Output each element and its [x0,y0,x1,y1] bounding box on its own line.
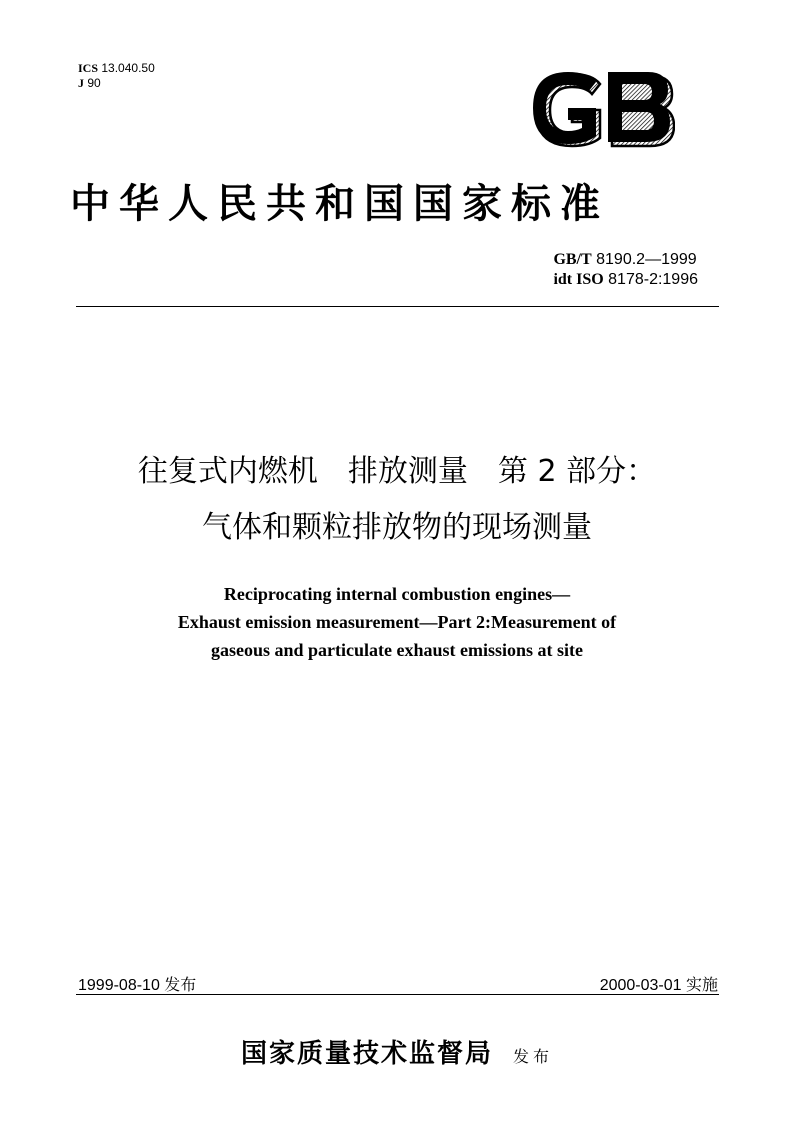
national-standard-title: 中华人民共和国国家标准 [70,180,609,227]
issuer-action: 发布 [513,1047,554,1066]
standard-number-value: 8190.2—1999 [596,251,697,268]
logo-text: GB [530,70,532,71]
ics-prefix: ICS [78,61,99,75]
title-en-line3: gaseous and particulate exhaust emissions at site [210,640,583,660]
title-cn-line2: 气体和颗粒排放物的现场测量 [202,510,592,545]
ccs-line [78,76,155,91]
ics-line [78,61,155,76]
issuer-name: 国家质量技术监督局 [240,1039,493,1069]
title-en-line2: Exhaust emission measurement—Part 2:Measurement of [177,612,617,632]
idt-reference [553,270,698,290]
release-date: 1999-08-10 发布 [78,977,197,994]
title-cn-line1: 往复式内燃机 排放测量 第 2 部分： [137,454,657,489]
issuer-block [0,1033,794,1070]
standard-codes [553,250,698,290]
idt-number: 8178-2:1996 [608,271,698,288]
ics-classification [78,61,155,91]
gb-logo [530,70,675,150]
header-divider [76,306,719,307]
ccs-code: 90 [87,76,101,90]
standard-number [553,250,698,270]
title-en-line1: Reciprocating internal combustion engines— [223,584,571,604]
ics-code: 13.040.50 [101,61,155,75]
ccs-prefix: J [78,76,84,90]
idt-prefix: idt ISO [553,271,604,288]
footer-divider [76,994,719,995]
standard-number-prefix: GB/T [553,251,592,268]
implementation-date: 2000-03-01 实施 [599,977,718,994]
